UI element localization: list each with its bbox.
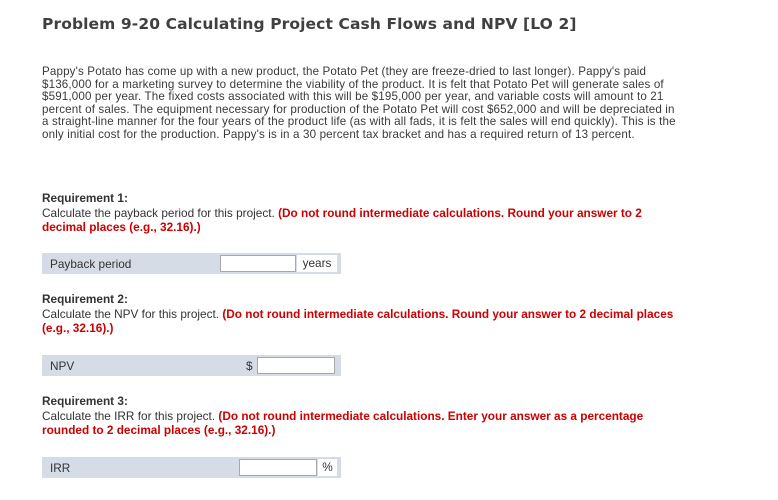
requirement-3-note: (Do not round intermediate calculations. Enter your answer as a percentage rounded to 2 decimal places (e.g., 32.16).) bbox=[42, 408, 644, 437]
irr-label: IRR bbox=[50, 461, 71, 475]
requirement-3-text: Calculate the IRR for this project. bbox=[42, 408, 216, 423]
npv-currency-symbol: $ bbox=[246, 359, 253, 373]
npv-label: NPV bbox=[50, 359, 75, 373]
requirement-1-note: (Do not round intermediate calculations. Round your answer to 2 decimal places (e.g., 32.16).) bbox=[42, 205, 642, 234]
npv-row bbox=[42, 355, 341, 376]
irr-unit: % bbox=[318, 459, 337, 476]
irr-input[interactable] bbox=[239, 459, 317, 476]
requirement-1-text: Calculate the payback period for this project. bbox=[42, 205, 275, 220]
npv-input[interactable] bbox=[257, 357, 335, 374]
requirement-3-heading: Requirement 3: bbox=[42, 394, 128, 408]
payback-period-row bbox=[42, 253, 341, 274]
requirement-2-text: Calculate the NPV for this project. bbox=[42, 306, 220, 321]
requirement-2-heading: Requirement 2: bbox=[42, 292, 128, 306]
requirement-1-heading: Requirement 1: bbox=[42, 191, 128, 205]
page-title: Problem 9-20 Calculating Project Cash Flows and NPV [LO 2] bbox=[42, 15, 577, 33]
requirement-2-note: (Do not round intermediate calculations. Round your answer to 2 decimal places (e.g., 32.16).) bbox=[42, 306, 674, 335]
problem-description: Pappy's Potato has come up with a new product, the Potato Pet (they are freeze-dried to last longer). Pappy's paid $136,000 for a marketing survey to determine the viability of the product. It is felt that Potato Pet will generate sales of $591,000 per year. The fixed costs associated with this will be $195,000 per year, and variable costs will amount to 21 percent of sales. The equipment necessary for production of the Potato Pet will cost $652,000 and will be depreciated in a straight-line manner for the four years of the product life (as with all fads, it is felt the sales will end quickly). This is the only initial cost for the production. Pappy's is in a 30 percent tax bracket and has a required return of 13 percent. bbox=[42, 65, 676, 141]
irr-row bbox=[42, 457, 341, 478]
requirement-2 bbox=[42, 292, 682, 336]
requirement-3 bbox=[42, 394, 682, 438]
payback-period-input[interactable] bbox=[220, 255, 296, 272]
requirement-1 bbox=[42, 191, 682, 235]
payback-period-unit: years bbox=[297, 255, 337, 272]
payback-period-label: Payback period bbox=[50, 257, 132, 271]
